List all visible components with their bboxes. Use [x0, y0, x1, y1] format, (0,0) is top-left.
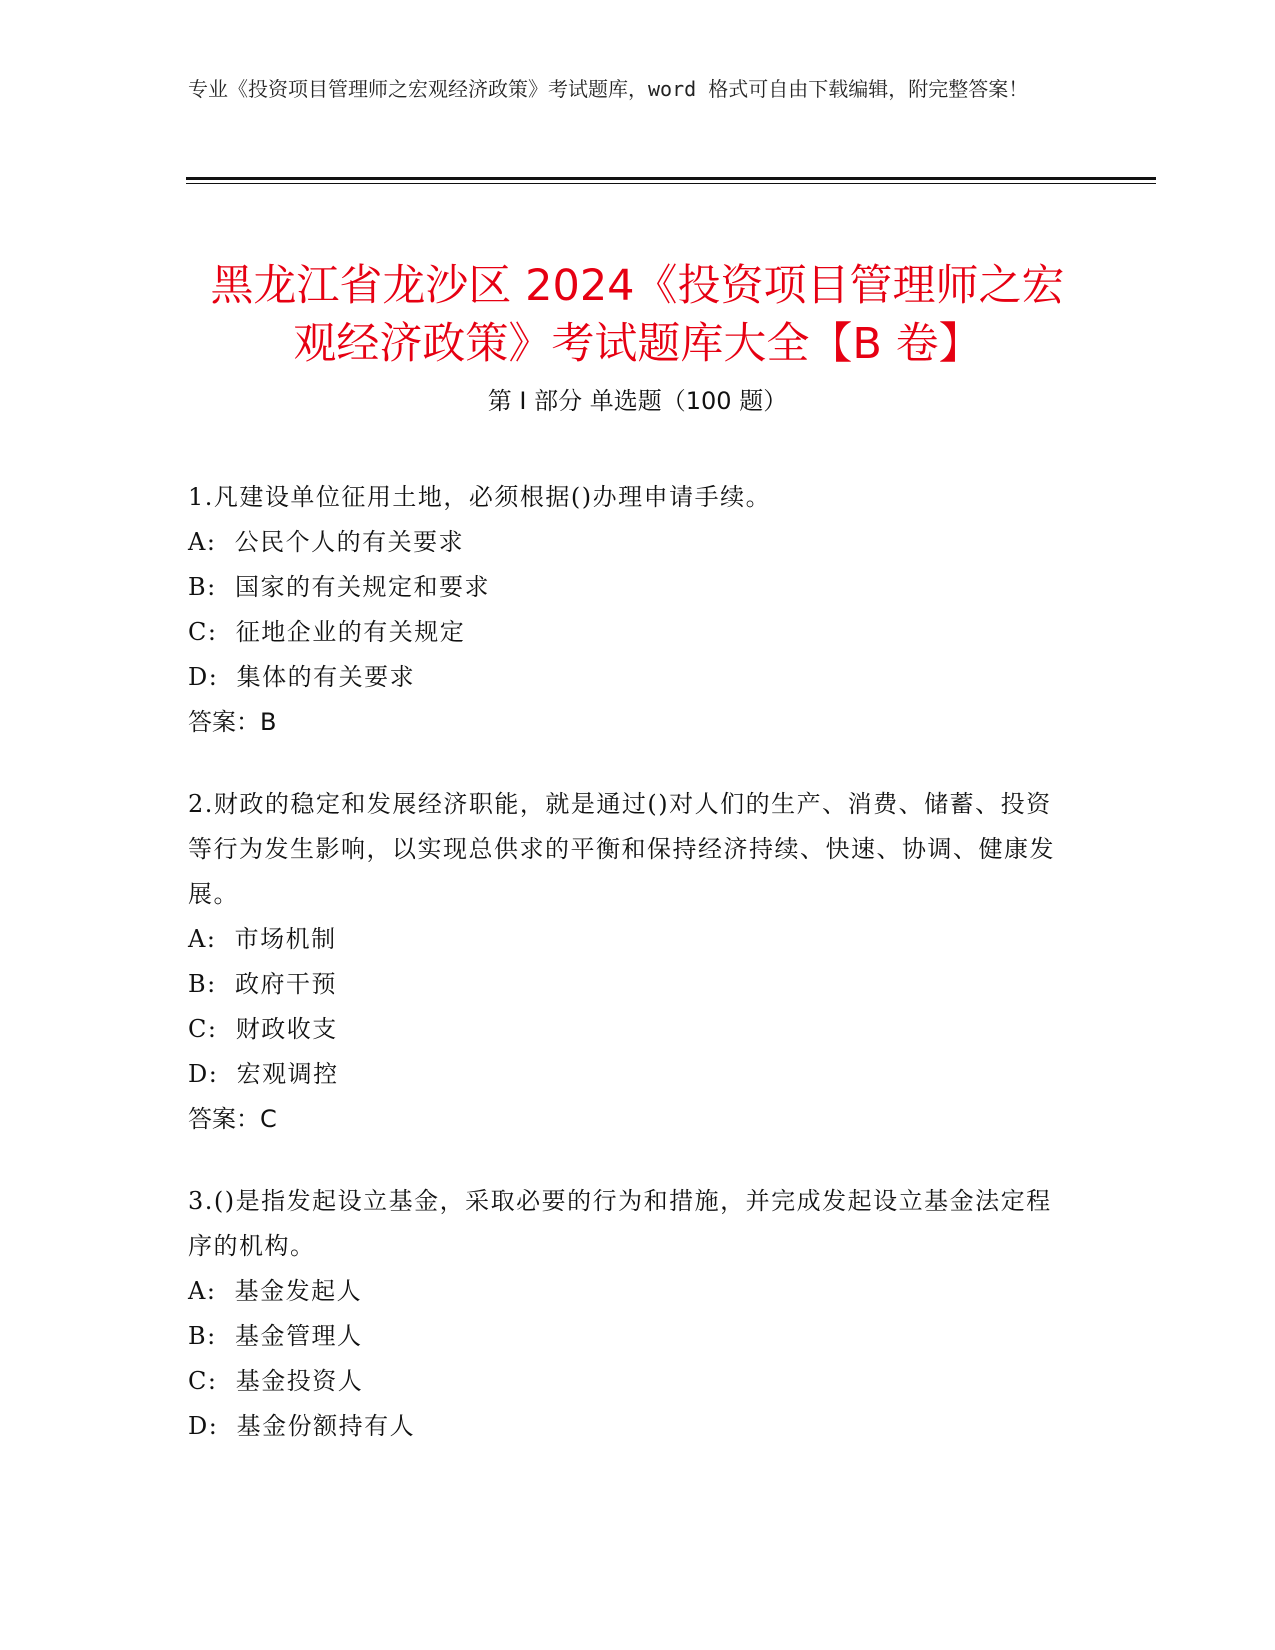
option-d: D: 集体的有关要求: [188, 663, 416, 691]
question-2: [188, 782, 1068, 1142]
document-title: [150, 257, 1125, 373]
option-b: B: 基金管理人: [188, 1322, 363, 1350]
header-divider-thick: [186, 177, 1156, 180]
option-c: C: 财政收支: [188, 1015, 338, 1043]
option-a: A: 基金发起人: [188, 1277, 363, 1305]
answer: 答案：B: [188, 708, 277, 736]
answer: 答案：C: [188, 1105, 277, 1133]
title-line-2: 观经济政策》考试题库大全【B 卷】: [293, 318, 982, 369]
question-stem: 1.凡建设单位征用土地，必须根据()办理申请手续。: [188, 483, 772, 511]
option-d: D: 基金份额持有人: [188, 1412, 416, 1440]
section-heading: 第 I 部分 单选题（100 题）: [487, 387, 788, 415]
question-stem: 3.()是指发起设立基金，采取必要的行为和措施，并完成发起设立基金法定程序的机构。: [188, 1187, 1052, 1260]
option-b: B: 国家的有关规定和要求: [188, 573, 490, 601]
option-d: D: 宏观调控: [188, 1060, 339, 1088]
option-a: A: 公民个人的有关要求: [188, 528, 465, 556]
header-divider-thin: [186, 183, 1156, 184]
question-list: [188, 475, 1068, 1486]
question-3: [188, 1179, 1068, 1449]
option-c: C: 征地企业的有关规定: [188, 618, 466, 646]
option-a: A: 市场机制: [188, 925, 337, 953]
title-line-1: 黑龙江省龙沙区 2024《投资项目管理师之宏: [210, 260, 1065, 311]
option-c: C: 基金投资人: [188, 1367, 364, 1395]
question-stem: 2.财政的稳定和发展经济职能，就是通过()对人们的生产、消费、储蓄、投资等行为发生影响，以实现总供求的平衡和保持经济持续、快速、协调、健康发展。: [188, 790, 1055, 908]
option-b: B: 政府干预: [188, 970, 337, 998]
header-note: 专业《投资项目管理师之宏观经济政策》考试题库，word 格式可自由下载编辑，附完整答案！: [188, 77, 1029, 101]
question-1: [188, 475, 1068, 745]
